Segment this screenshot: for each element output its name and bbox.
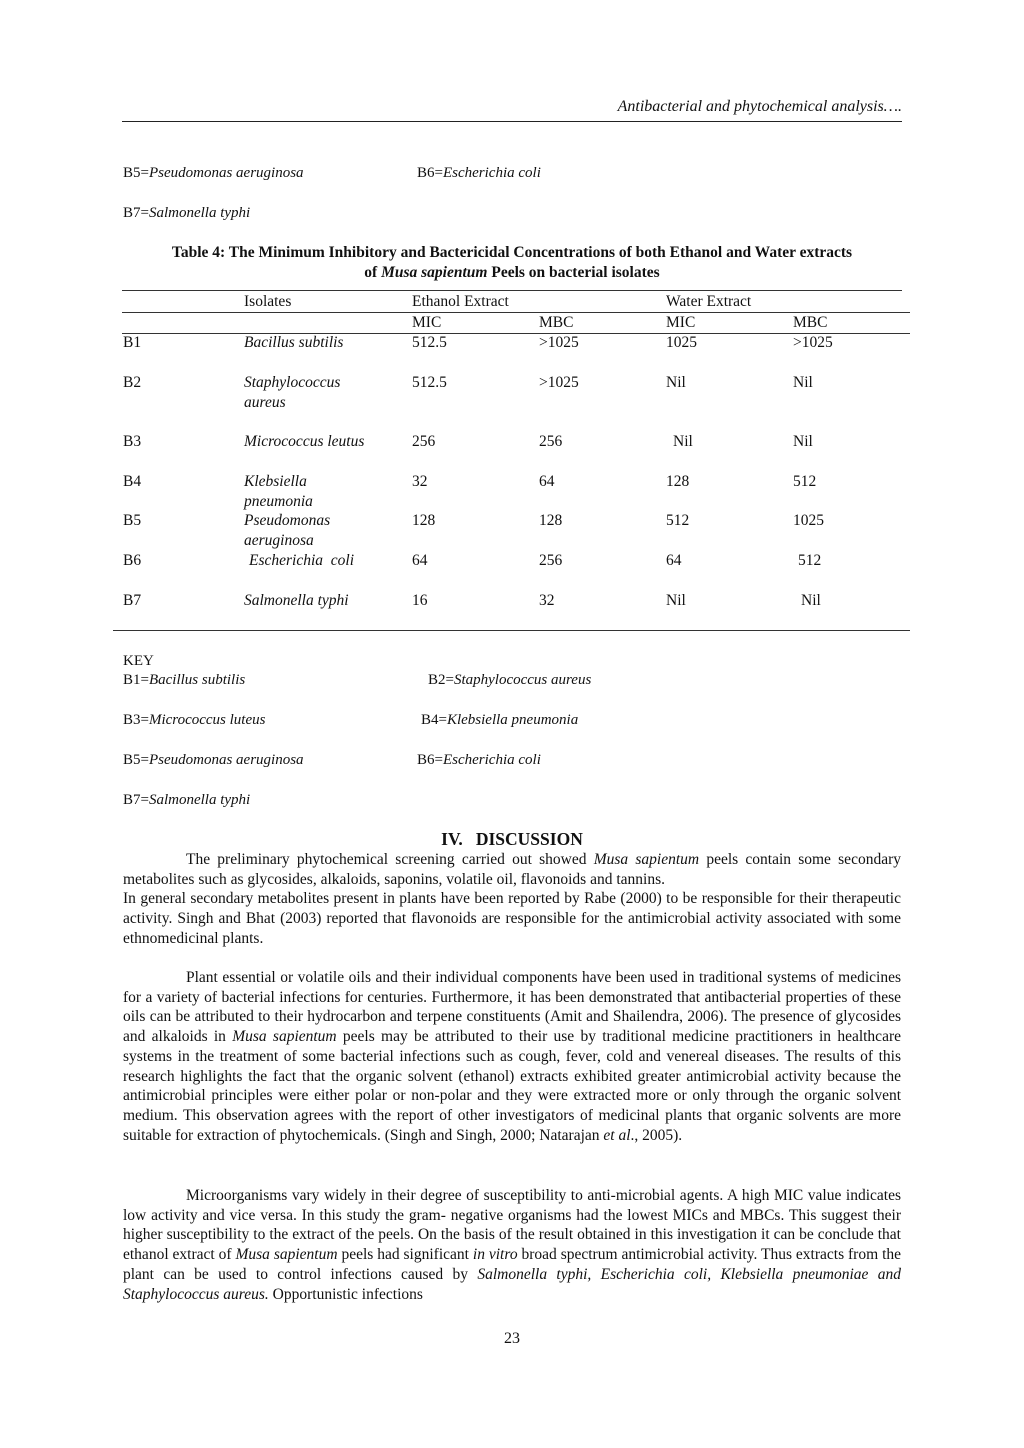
header-ethanol-mic: MIC	[412, 314, 442, 331]
table-row-water-mbc: Nil	[801, 592, 821, 609]
table-row-water-mic: 1025	[666, 334, 697, 351]
header-rule	[122, 121, 902, 122]
key-item-b4: B4=Klebsiella pneumonia	[421, 712, 579, 728]
table-row-isolate: Escherichia coli	[249, 552, 355, 569]
table-row-ethanol-mic: 256	[412, 433, 436, 450]
table-row-isolate-line2: pneumonia	[244, 493, 313, 510]
table-row-isolate-line2: aeruginosa	[244, 532, 314, 549]
table-row-isolate: Pseudomonas	[244, 512, 331, 529]
table-row-water-mic: 64	[666, 552, 682, 569]
table-row-ethanol-mbc: 256	[539, 433, 563, 450]
top-key-b7: B7=Salmonella typhi	[123, 205, 251, 221]
table-row-code: B4	[123, 473, 142, 490]
table-row-water-mbc: 1025	[793, 512, 824, 529]
table-row-code: B5	[123, 512, 142, 529]
table-row-water-mbc: >1025	[793, 334, 833, 351]
discussion-paragraph-3: Microorganisms vary widely in their degree of susceptibility to anti-microbial agents. A high MIC value indicates low activity and vice versa. In this study the gram- negative organisms had the lowest MICs and MBCs. This suggest their higher susceptibility to the extract of the peels. On the basis of the result obtained in this investigation it can be conclude that ethanol extract of Musa sapientum peels had significant in vitro broad spectrum antimicrobial activity. Thus extracts from the plant can be used to control infections caused by Salmonella typhi, Escherichia coli, Klebsiella pneumoniae and Staphylococcus aureus. Opportunistic infections	[123, 1187, 902, 1303]
key-item-b2: B2=Staphylococcus aureus	[428, 672, 592, 688]
table-top-rule	[122, 290, 902, 291]
table-row-ethanol-mic: 512.5	[412, 334, 447, 351]
table-row-water-mbc: 512	[793, 473, 817, 490]
key-item-b1: B1=Bacillus subtilis	[123, 672, 246, 688]
table-row-ethanol-mbc: 64	[539, 473, 555, 490]
table-header-rule	[122, 312, 910, 313]
table-row-isolate: Salmonella typhi	[244, 592, 349, 609]
table-row-ethanol-mic: 64	[412, 552, 428, 569]
key-item-b7: B7=Salmonella typhi	[123, 792, 251, 808]
table-row-code: B2	[123, 374, 142, 391]
table-row-code: B7	[123, 592, 142, 609]
table-row-water-mbc: 512	[798, 552, 822, 569]
header-isolates: Isolates	[244, 293, 292, 310]
key-item-b6: B6=Escherichia coli	[417, 752, 541, 768]
header-water-mic: MIC	[666, 314, 696, 331]
header-water-mbc: MBC	[793, 314, 828, 331]
table-row-ethanol-mbc: 256	[539, 552, 563, 569]
key-label: KEY	[123, 653, 154, 669]
table-row-ethanol-mbc: >1025	[539, 334, 579, 351]
table-row-ethanol-mbc: 128	[539, 512, 563, 529]
key-item-b5: B5=Pseudomonas aeruginosa	[123, 752, 304, 768]
table-row-ethanol-mbc: 32	[539, 592, 555, 609]
table-row-isolate: Klebsiella	[244, 473, 307, 490]
running-header: Antibacterial and phytochemical analysis….	[617, 98, 902, 115]
table-row-isolate: Staphylococcus	[244, 374, 341, 391]
header-ethanol-mbc: MBC	[539, 314, 574, 331]
table-row-water-mic: Nil	[666, 592, 686, 609]
table-row-isolate-line2: aureus	[244, 394, 286, 411]
table-row-isolate: Micrococcus leutus	[244, 433, 365, 450]
table-row-water-mic: Nil	[673, 433, 693, 450]
table-row-code: B3	[123, 433, 142, 450]
table-row-code: B1	[123, 334, 142, 351]
header-ethanol-extract: Ethanol Extract	[412, 293, 509, 310]
table-row-water-mbc: Nil	[793, 374, 813, 391]
page-number: 23	[504, 1330, 520, 1347]
table-row-ethanol-mic: 128	[412, 512, 436, 529]
table-row-ethanol-mic: 16	[412, 592, 428, 609]
table-row-water-mic: 512	[666, 512, 690, 529]
table-bottom-rule	[113, 630, 910, 631]
key-item-b3: B3=Micrococcus luteus	[123, 712, 266, 728]
table-row-code: B6	[123, 552, 142, 569]
table-subheader-rule	[122, 333, 910, 334]
section-heading-discussion: IV. DISCUSSION	[441, 829, 583, 849]
discussion-paragraph-1: The preliminary phytochemical screening carried out showed Musa sapientum peels contain some secondary metabolites such as glycosides, alkaloids, saponins, volatile oil, flavonoids and tannins. In general secondary metabolites present in plants have been reported by Rabe (2000) to be responsible for their therapeutic activity. Singh and Bhat (2003) reported that flavonoids are responsible for the antimicrobial activity associated with some ethnomedicinal plants.	[123, 851, 901, 947]
discussion-paragraph-2: Plant essential or volatile oils and their individual components have been used in traditional systems of medicines for a variety of bacterial infections for centuries. Furthermore, it has been demonstrated that antibacterial properties of these oils can be attributed to their hydrocarbon and terpene constituents (Amit and Shailendra, 2006). The presence of glycosides and alkaloids in Musa sapientum peels may be attributed to their use by traditional medicine practitioners in healthcare systems in the treatment of some bacterial infections such as cough, fever, cold and venereal diseases. The results of this research highlights the fact that the organic solvent (ethanol) extracts exhibited greater antimicrobial activity because the antimicrobial principles were either polar or non-polar and they were extracted more or only through the organic solvent medium. This observation agrees with the report of other investigators of medicinal plants that organic solvents are more suitable for extraction of phytochemicals. (Singh and Singh, 2000; Natarajan et al., 2005).	[123, 969, 901, 1144]
table-title: Table 4: The Minimum Inhibitory and Bactericidal Concentrations of both Ethanol and Water extracts of Musa sapientum Peels on bacterial isolates	[171, 244, 853, 281]
table-row-water-mbc: Nil	[793, 433, 813, 450]
header-water-extract: Water Extract	[666, 293, 752, 310]
top-key-b6: B6=Escherichia coli	[417, 165, 541, 181]
table-row-ethanol-mic: 32	[412, 473, 428, 490]
table-row-ethanol-mbc: >1025	[539, 374, 579, 391]
table-row-isolate: Bacillus subtilis	[244, 334, 344, 351]
table-row-ethanol-mic: 512.5	[412, 374, 447, 391]
table-row-water-mic: 128	[666, 473, 690, 490]
table-row-water-mic: Nil	[666, 374, 686, 391]
top-key-b5: B5=Pseudomonas aeruginosa	[123, 165, 304, 181]
